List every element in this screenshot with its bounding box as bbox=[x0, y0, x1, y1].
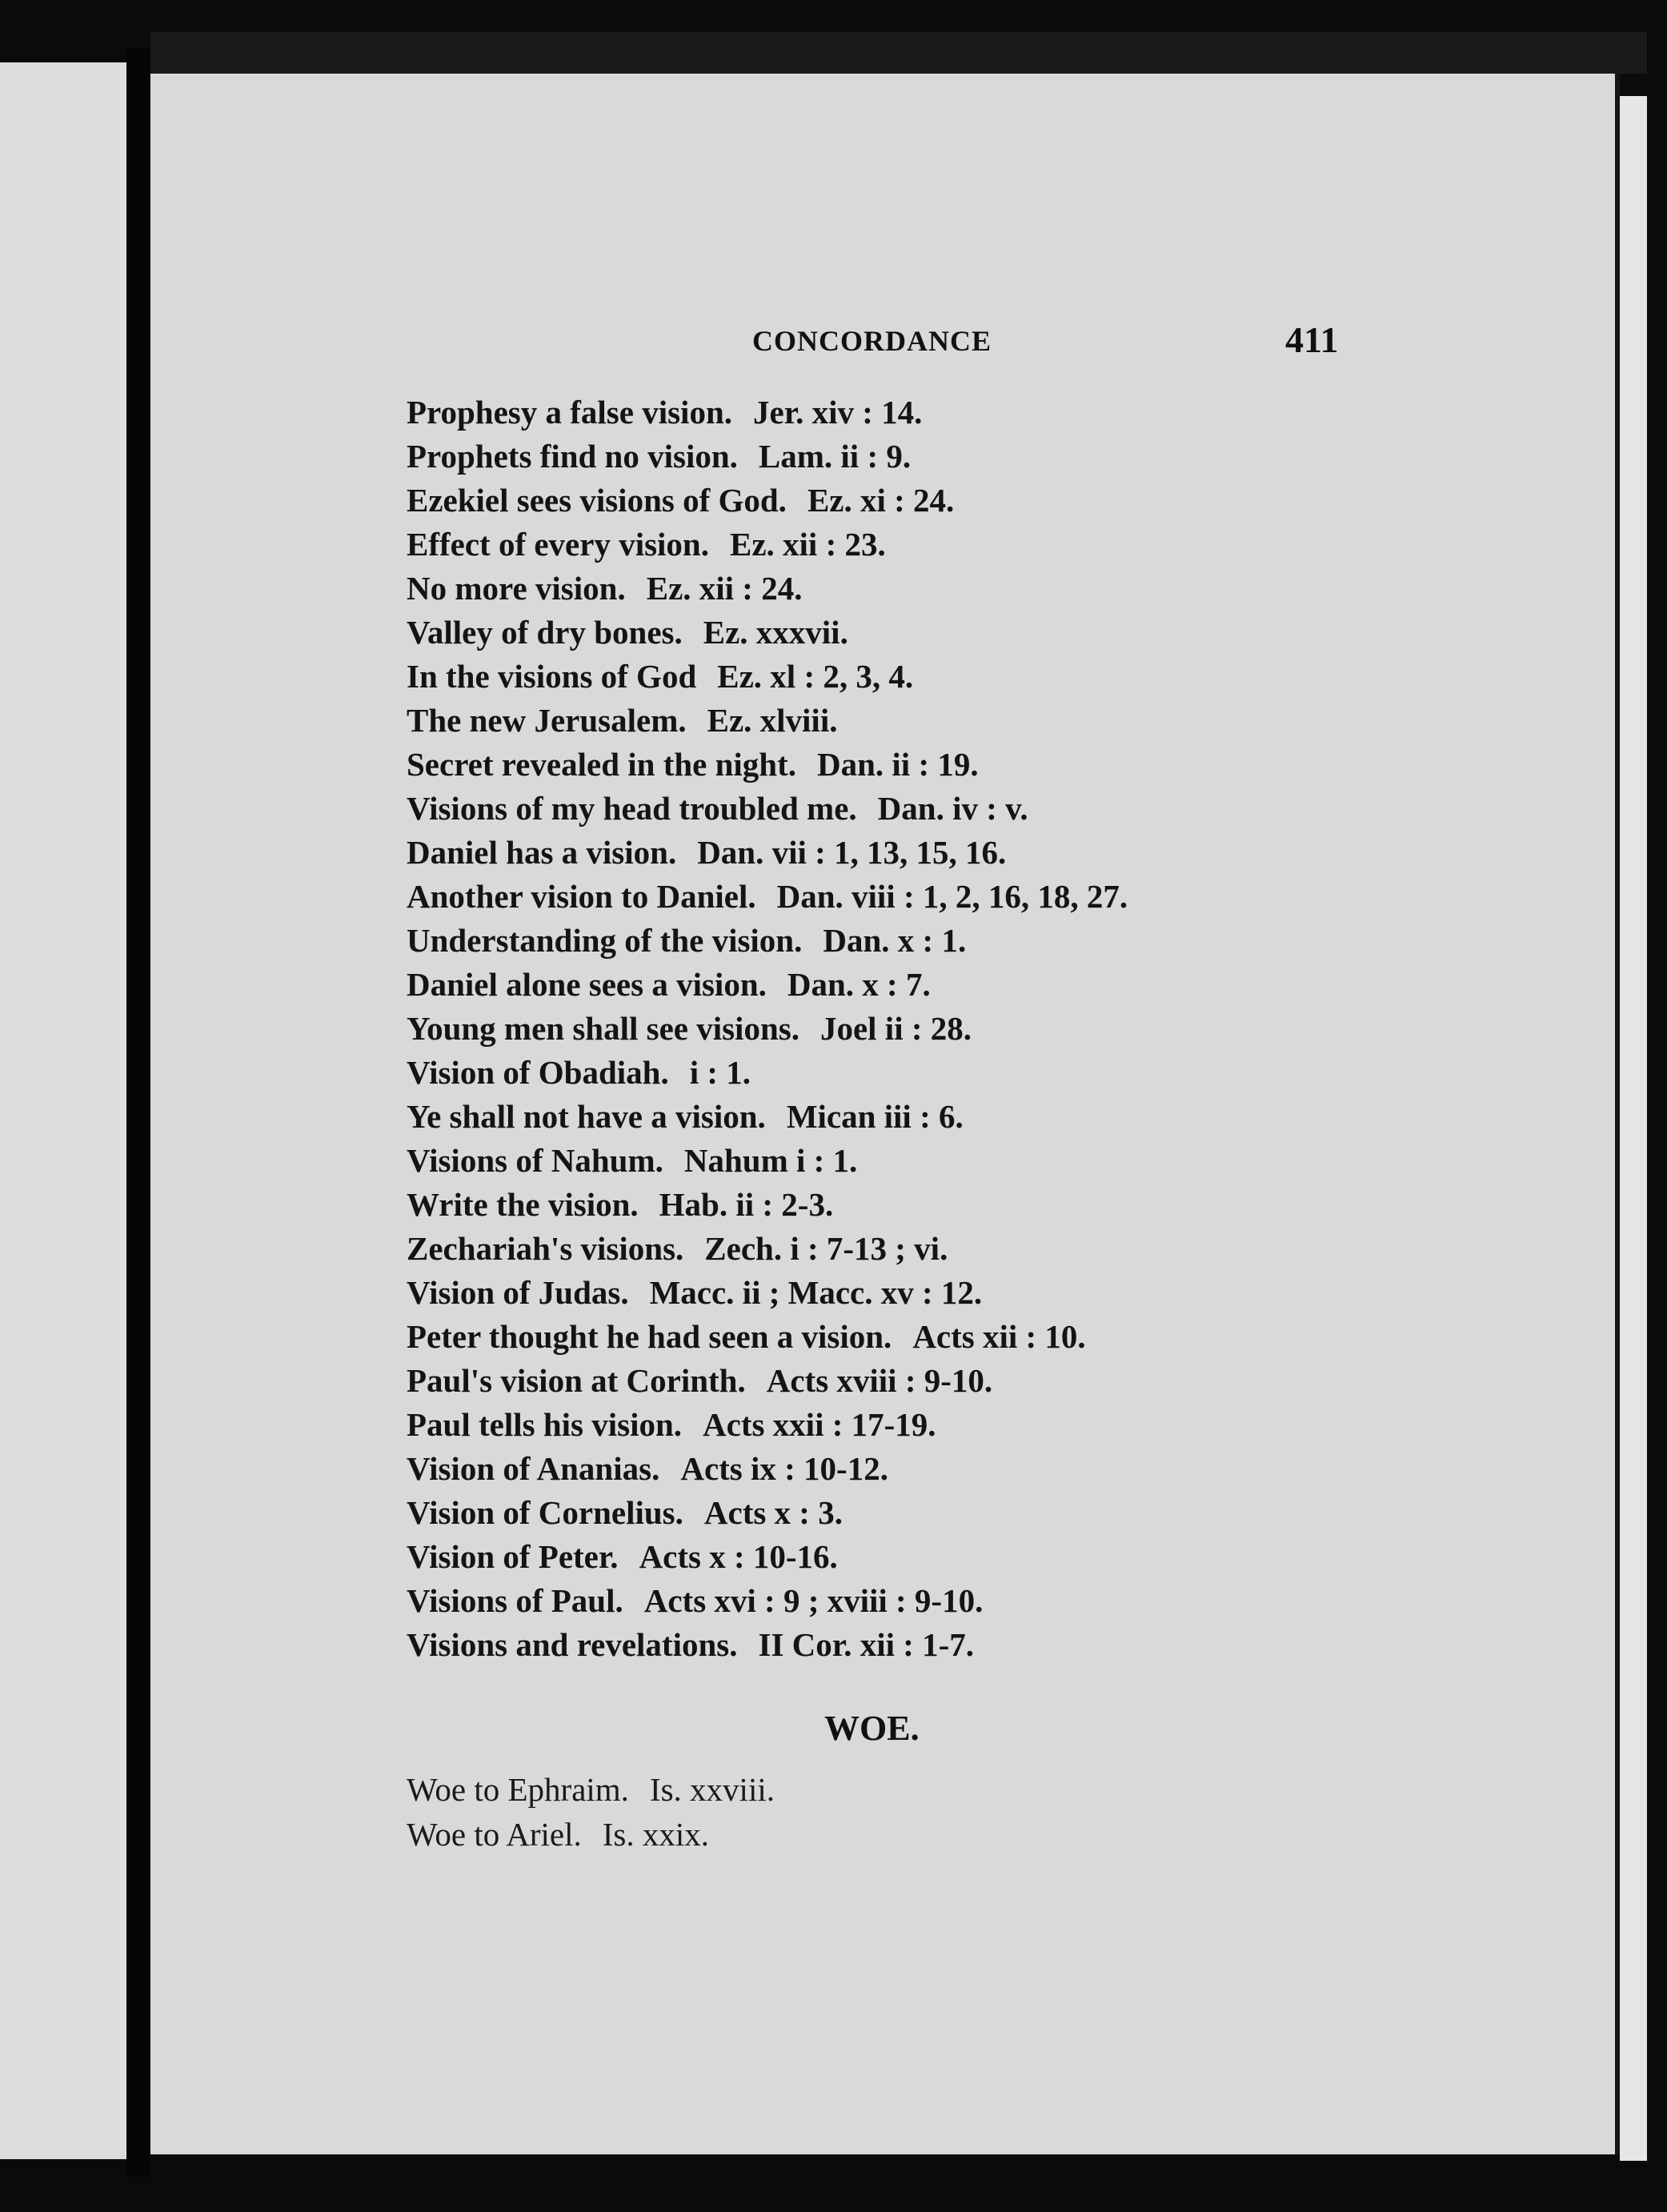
entry-title: Visions of Paul. bbox=[407, 1582, 623, 1619]
vision-entries-list bbox=[407, 391, 1128, 1667]
list-item bbox=[407, 523, 1128, 567]
list-item bbox=[407, 699, 1128, 743]
section-heading-woe: WOE. bbox=[824, 1709, 920, 1748]
book-gutter bbox=[126, 48, 150, 2177]
entry-title: Young men shall see visions. bbox=[407, 1010, 799, 1047]
entry-title: Ezekiel sees visions of God. bbox=[407, 482, 787, 519]
entry-title: Valley of dry bones. bbox=[407, 614, 683, 651]
entry-reference: Acts x : 3. bbox=[703, 1494, 843, 1531]
list-item bbox=[407, 1007, 1128, 1051]
entry-reference: Dan. iv : v. bbox=[877, 790, 1028, 827]
list-item bbox=[407, 1535, 1128, 1579]
list-item bbox=[407, 831, 1128, 875]
entry-reference: Ez. xlviii. bbox=[707, 702, 838, 739]
entry-title: Visions of Nahum. bbox=[407, 1142, 663, 1179]
entry-reference: Acts x : 10-16. bbox=[639, 1538, 838, 1575]
entry-title: Vision of Peter. bbox=[407, 1538, 619, 1575]
entry-reference: Nahum i : 1. bbox=[683, 1142, 858, 1179]
list-item bbox=[407, 1491, 1128, 1535]
entry-reference: Acts xvi : 9 ; xviii : 9-10. bbox=[643, 1582, 984, 1619]
list-item bbox=[407, 1403, 1128, 1447]
entry-reference: Is. xxix. bbox=[602, 1816, 709, 1853]
list-item bbox=[407, 435, 1128, 479]
list-item bbox=[407, 567, 1128, 611]
entry-reference: Dan. x : 1. bbox=[823, 922, 967, 959]
entry-title: Peter thought he had seen a vision. bbox=[407, 1318, 892, 1355]
list-item bbox=[407, 1227, 1128, 1271]
entry-title: Daniel has a vision. bbox=[407, 834, 677, 871]
entry-title: Prophets find no vision. bbox=[407, 438, 738, 475]
entry-title: Paul tells his vision. bbox=[407, 1406, 683, 1443]
entry-reference: Dan. ii : 19. bbox=[817, 746, 979, 783]
list-item bbox=[407, 963, 1128, 1007]
list-item bbox=[407, 1095, 1128, 1139]
entry-reference: Ez. xii : 23. bbox=[730, 526, 886, 563]
entry-reference: Ez. xii : 24. bbox=[646, 570, 803, 607]
page-number: 411 bbox=[1285, 319, 1339, 360]
entry-title: Vision of Judas. bbox=[407, 1274, 629, 1311]
entry-reference: Dan. x : 7. bbox=[787, 966, 931, 1003]
list-item bbox=[407, 787, 1128, 831]
list-item bbox=[407, 1447, 1128, 1491]
list-item bbox=[407, 743, 1128, 787]
entry-title: Woe to Ariel. bbox=[407, 1816, 582, 1853]
entry-title: In the visions of God bbox=[407, 658, 697, 695]
entry-title: Understanding of the vision. bbox=[407, 922, 803, 959]
list-item bbox=[407, 611, 1128, 655]
list-item bbox=[407, 919, 1128, 963]
entry-title: No more vision. bbox=[407, 570, 626, 607]
entry-reference: Hab. ii : 2-3. bbox=[659, 1186, 834, 1223]
top-page-edge bbox=[150, 32, 1647, 74]
running-header: CONCORDANCE bbox=[752, 325, 992, 357]
entry-title: Daniel alone sees a vision. bbox=[407, 966, 767, 1003]
entry-reference: Lam. ii : 9. bbox=[758, 438, 912, 475]
entry-title: Effect of every vision. bbox=[407, 526, 709, 563]
entry-title: Prophesy a false vision. bbox=[407, 394, 732, 431]
list-item bbox=[407, 1183, 1128, 1227]
entry-reference: Ez. xxxvii. bbox=[703, 614, 848, 651]
entry-reference: Acts xxii : 17-19. bbox=[703, 1406, 936, 1443]
entry-reference: Dan. viii : 1, 2, 16, 18, 27. bbox=[776, 878, 1128, 915]
entry-title: Write the vision. bbox=[407, 1186, 639, 1223]
woe-entries-list bbox=[407, 1767, 775, 1857]
entry-reference: Acts xii : 10. bbox=[912, 1318, 1086, 1355]
entry-title: Vision of Obadiah. bbox=[407, 1054, 669, 1091]
entry-title: Zechariah's visions. bbox=[407, 1230, 684, 1267]
entry-title: The new Jerusalem. bbox=[407, 702, 687, 739]
entry-reference: Acts ix : 10-12. bbox=[680, 1450, 888, 1487]
entry-title: Secret revealed in the night. bbox=[407, 746, 796, 783]
list-item bbox=[407, 1139, 1128, 1183]
list-item bbox=[407, 655, 1128, 699]
entry-reference: Macc. ii ; Macc. xv : 12. bbox=[649, 1274, 983, 1311]
list-item bbox=[407, 391, 1128, 435]
entry-reference: Ez. xl : 2, 3, 4. bbox=[717, 658, 914, 695]
list-item bbox=[407, 1051, 1128, 1095]
entry-title: Woe to Ephraim. bbox=[407, 1771, 629, 1808]
page-edge-strip bbox=[1620, 96, 1647, 2161]
entry-reference: Ez. xi : 24. bbox=[807, 482, 955, 519]
entry-title: Vision of Ananias. bbox=[407, 1450, 660, 1487]
facing-page-edge bbox=[0, 62, 126, 2159]
list-item bbox=[407, 875, 1128, 919]
entry-reference: Joel ii : 28. bbox=[819, 1010, 972, 1047]
list-item bbox=[407, 1812, 775, 1857]
list-item bbox=[407, 1623, 1128, 1667]
entry-title: Ye shall not have a vision. bbox=[407, 1098, 766, 1135]
entry-title: Another vision to Daniel. bbox=[407, 878, 756, 915]
list-item bbox=[407, 1579, 1128, 1623]
entry-title: Visions of my head troubled me. bbox=[407, 790, 857, 827]
entry-reference: II Cor. xii : 1-7. bbox=[758, 1626, 975, 1663]
entry-reference: i : 1. bbox=[689, 1054, 751, 1091]
entry-reference: Mican iii : 6. bbox=[786, 1098, 964, 1135]
entry-title: Paul's vision at Corinth. bbox=[407, 1362, 746, 1399]
list-item bbox=[407, 1271, 1128, 1315]
list-item bbox=[407, 1767, 775, 1812]
entry-reference: Is. xxviii. bbox=[649, 1771, 775, 1808]
list-item bbox=[407, 479, 1128, 523]
entry-title: Visions and revelations. bbox=[407, 1626, 738, 1663]
entry-title: Vision of Cornelius. bbox=[407, 1494, 683, 1531]
entry-reference: Zech. i : 7-13 ; vi. bbox=[704, 1230, 948, 1267]
entry-reference: Acts xviii : 9-10. bbox=[766, 1362, 993, 1399]
list-item bbox=[407, 1359, 1128, 1403]
list-item bbox=[407, 1315, 1128, 1359]
entry-reference: Jer. xiv : 14. bbox=[753, 394, 923, 431]
entry-reference: Dan. vii : 1, 13, 15, 16. bbox=[697, 834, 1007, 871]
